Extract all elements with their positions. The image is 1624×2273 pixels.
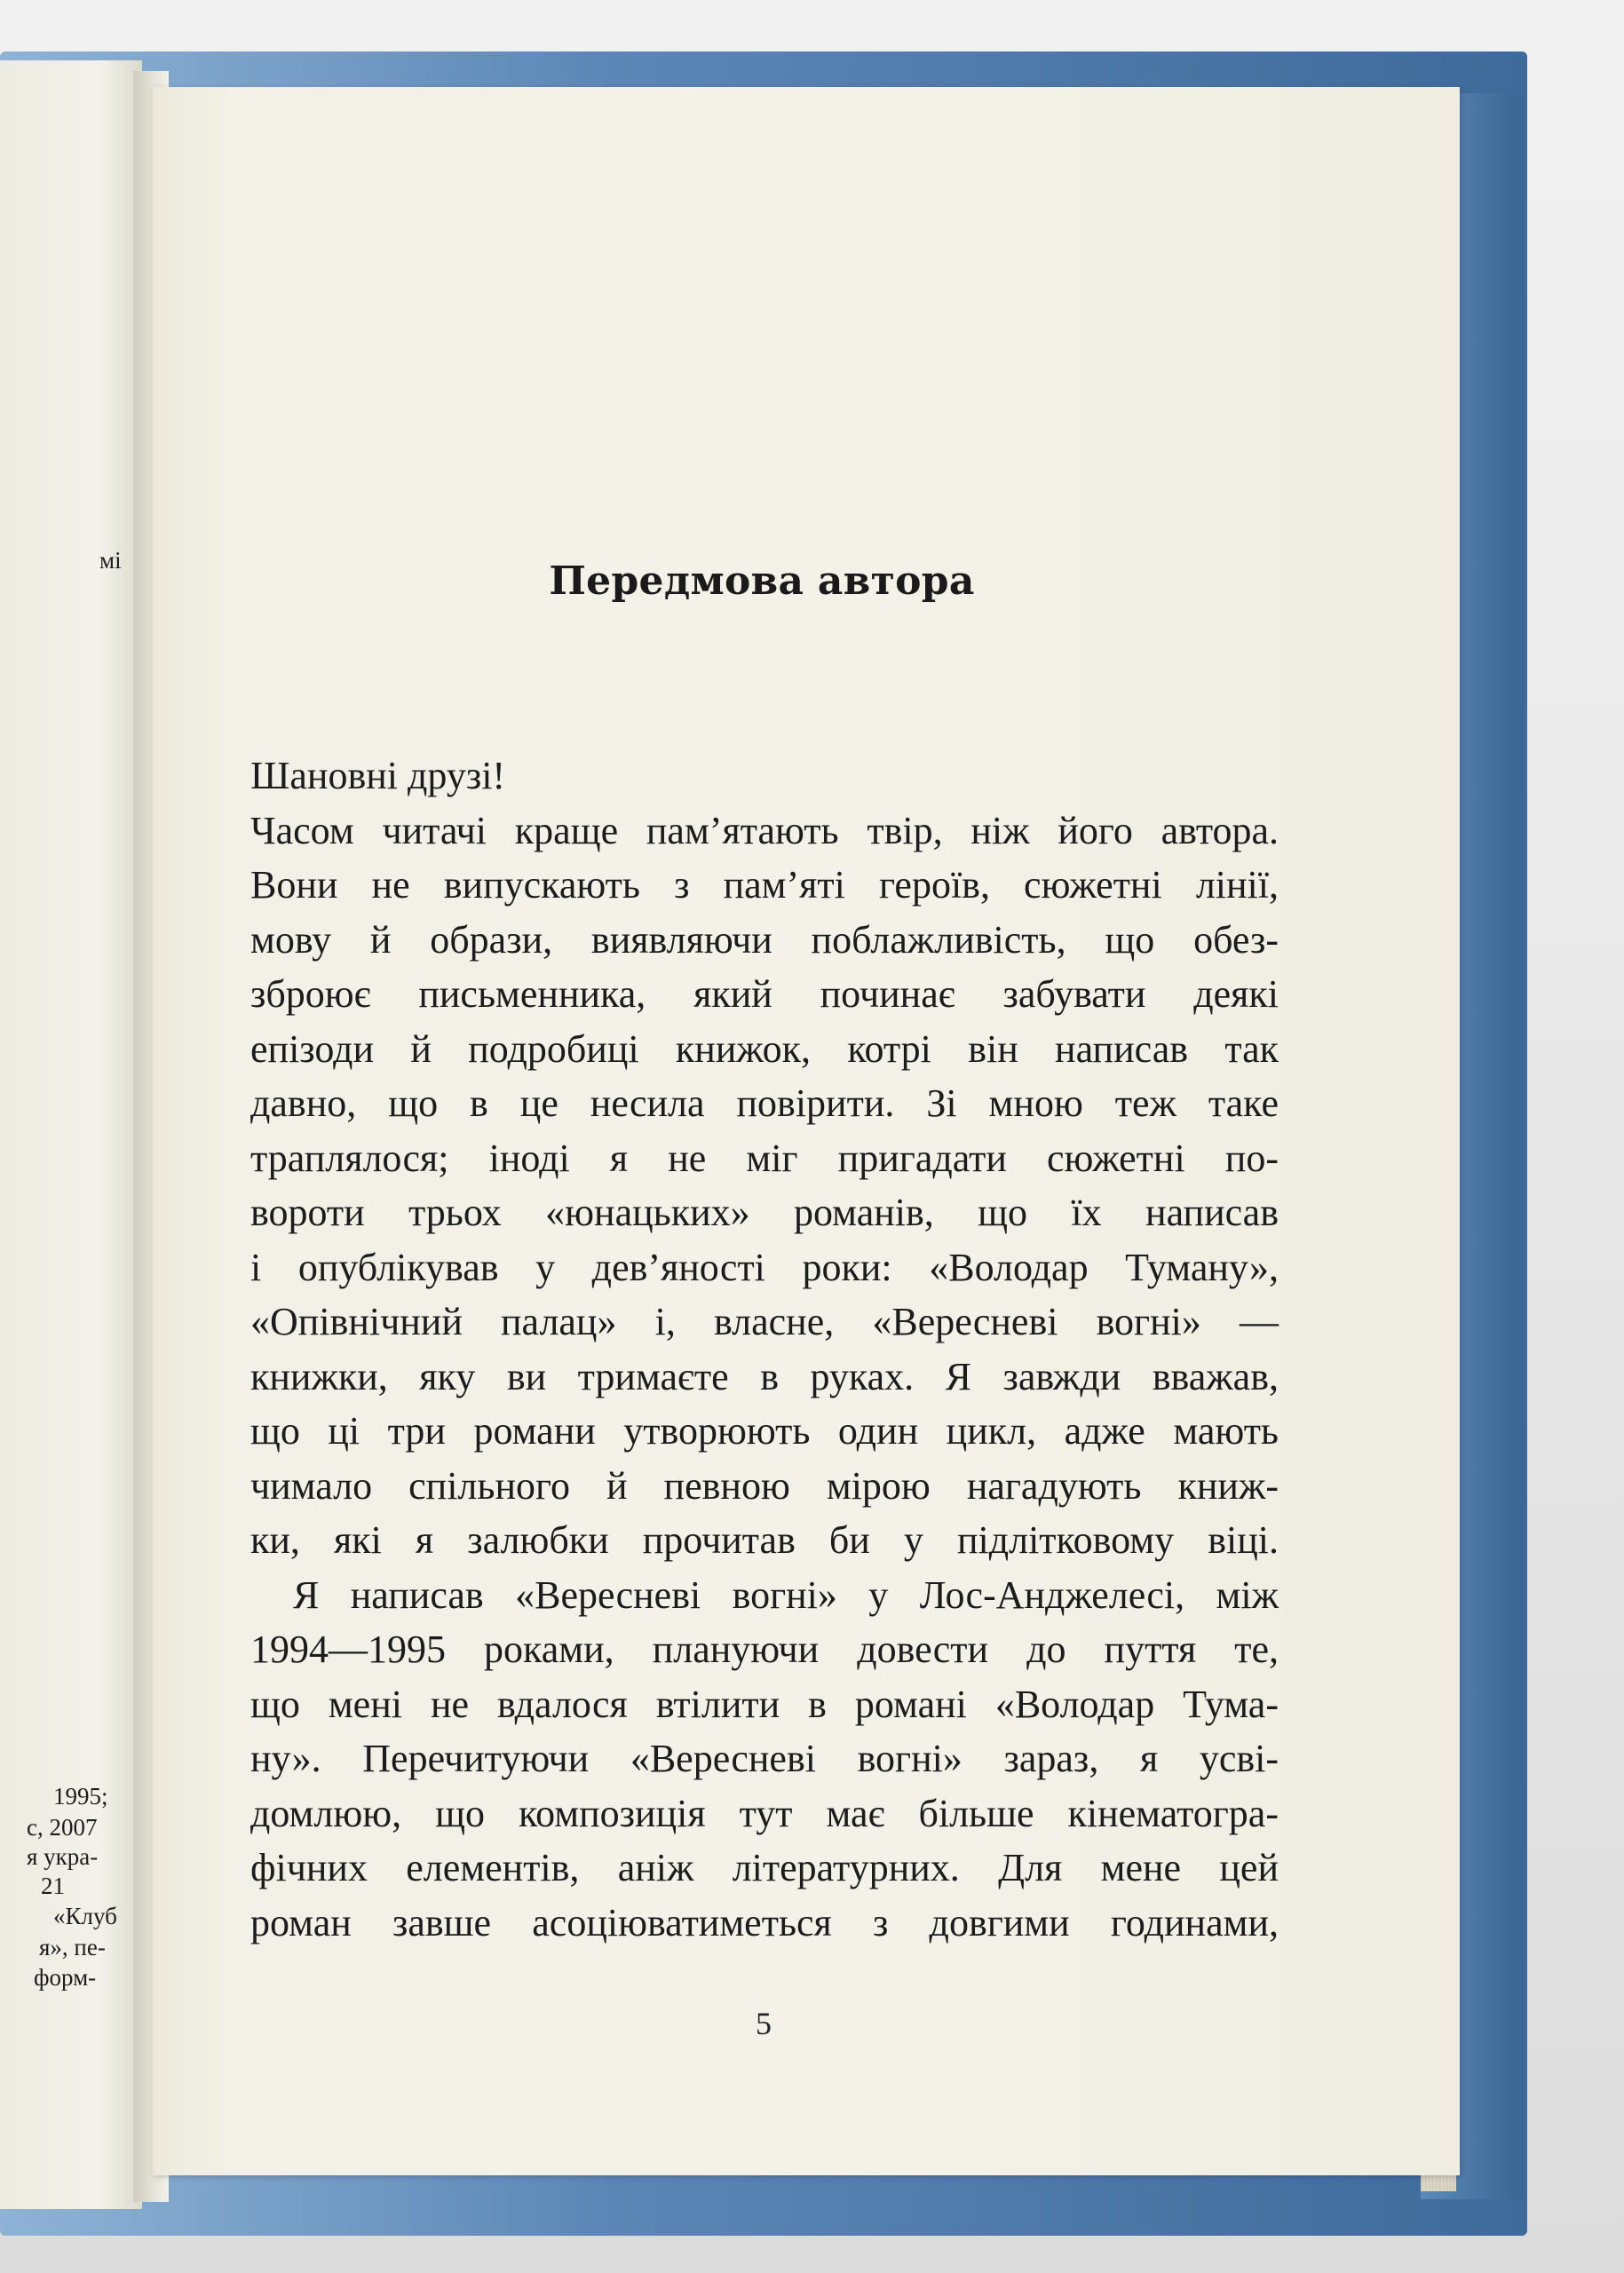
page-title: Передмова автора (549, 558, 975, 605)
text-line: мову й образи, виявляючи поблажливість, що обез- (250, 917, 1279, 962)
left-fragment: 1995; (53, 1783, 108, 1810)
text-line: траплялося; іноді я не міг пригадати сюжетні по- (250, 1136, 1279, 1180)
text-line: домлюю, що композиція тут має більше кінематогра- (250, 1791, 1279, 1835)
text-line: Вони не випускають з пам’яті героїв, сюжетні лінії, (250, 863, 1279, 907)
left-fragment: мі (99, 547, 122, 574)
left-fragment: форм- (34, 1964, 97, 1991)
text-line: книжки, яку ви тримаєте в руках. Я завжди вважав, (250, 1354, 1279, 1398)
text-line: фічних елементів, аніж літературних. Для мене цей (250, 1846, 1279, 1889)
left-page-text-fragments (0, 60, 142, 2209)
left-fragment: я», пе- (39, 1934, 106, 1960)
left-fragment: с, 2007 (27, 1814, 98, 1841)
text-line: чимало спільного й певною мірою нагадують книж- (250, 1463, 1279, 1508)
text-line: Я написав «Вересневі вогні» у Лос-Анджелесі, між (293, 1572, 1279, 1617)
left-fragment: «Клуб (53, 1903, 117, 1929)
text-line: давно, що в це несила повірити. Зі мною теж таке (250, 1081, 1279, 1125)
body-text (250, 748, 1279, 1950)
text-line: вороти трьох «юнацьких» романів, що їх написав (250, 1191, 1279, 1234)
text-line: роман завше асоціюватиметься з довгими годинами, (250, 1900, 1279, 1944)
text-line: що мені не вдалося втілити в романі «Володар Тума- (250, 1682, 1279, 1726)
text-line: ну». Перечитуючи «Вересневі вогні» зараз, я усві- (250, 1737, 1279, 1780)
text-line: «Опівнічний палац» і, власне, «Вересневі вогні» — (250, 1300, 1279, 1343)
text-line: 1994—1995 роками, плануючи довести до пуття те, (250, 1628, 1279, 1671)
text-line: епізоди й подробиці книжок, котрі він написав так (250, 1026, 1279, 1071)
left-fragment: я укра- (27, 1843, 99, 1870)
text-line: і опублікував у дев’яності роки: «Володар Туману», (250, 1245, 1279, 1289)
left-fragment: 21 (41, 1873, 65, 1899)
left-page (0, 60, 142, 2209)
text-line: зброює письменника, який починає забувати деякі (250, 972, 1279, 1016)
page-number: 5 (756, 2006, 772, 2041)
text-line: що ці три романи утворюють один цикл, адже мають (250, 1409, 1279, 1453)
text-line: Шановні друзі! (250, 754, 506, 797)
text-line: Часом читачі краще пам’ятають твір, ніж його автора. (250, 808, 1279, 852)
text-line: ки, які я залюбки прочитав би у підлітковому віці. (250, 1518, 1279, 1562)
